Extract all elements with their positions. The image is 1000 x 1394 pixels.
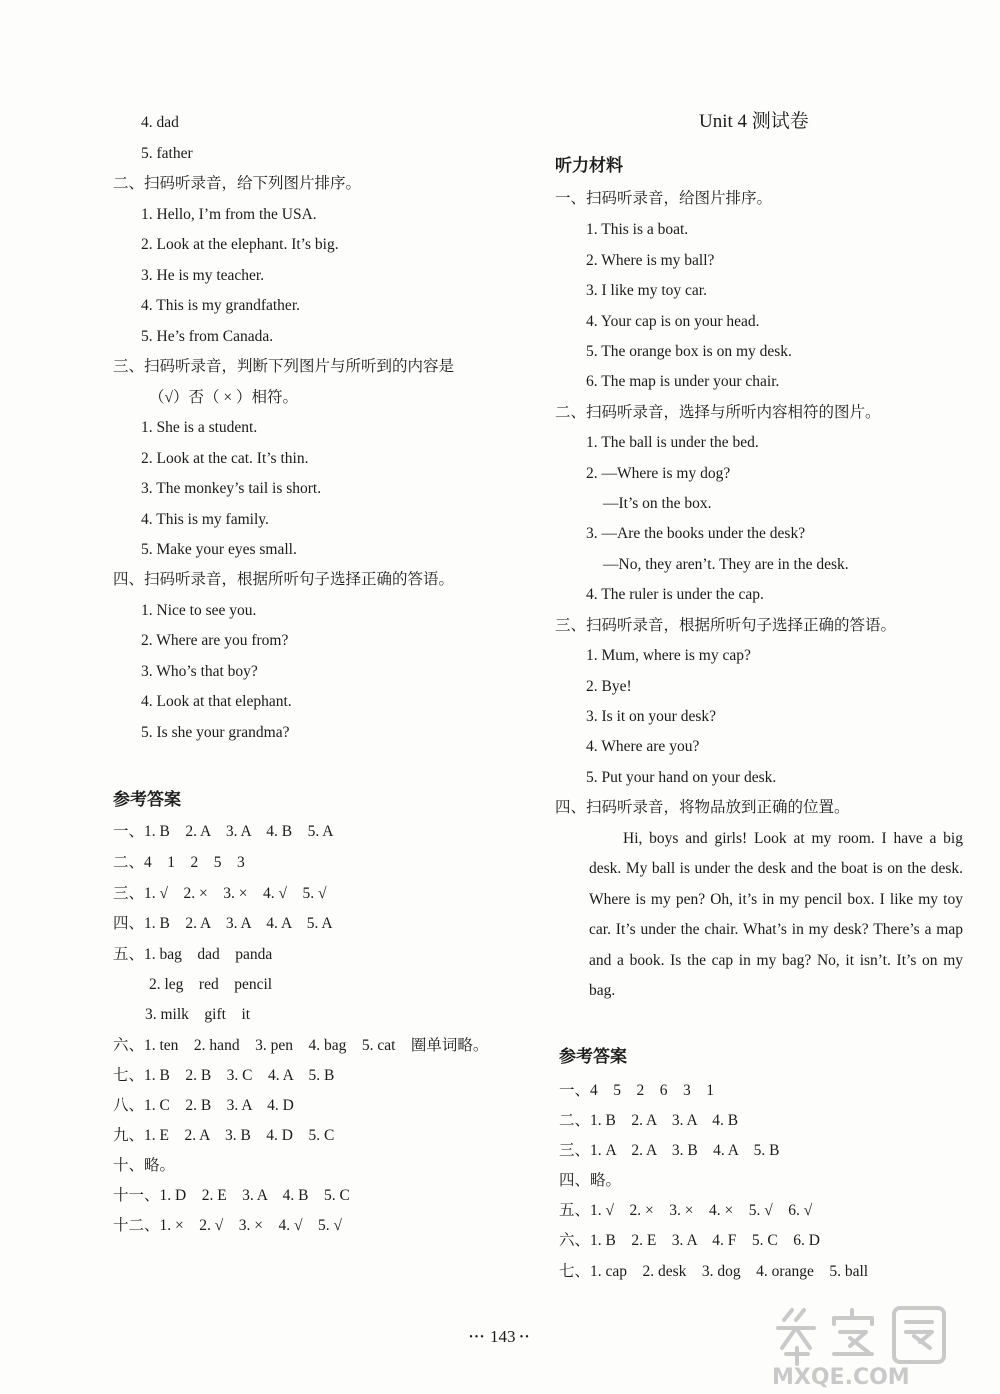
answer-line: 3. milk gift it bbox=[145, 1006, 251, 1023]
section-heading: 二、扫码听录音，给下列图片排序。 bbox=[113, 175, 362, 192]
answer-line: 十一、1. D 2. E 3. A 4. B 5. C bbox=[113, 1187, 350, 1204]
left-text-line: 4. This is my family. bbox=[141, 511, 269, 528]
left-text-line: 3. Who’s that boy? bbox=[141, 663, 258, 680]
section-heading: 四、扫码听录音，根据所听句子选择正确的答语。 bbox=[113, 571, 455, 588]
left-text-line: 5. Is she your grandma? bbox=[141, 724, 290, 741]
right-text-line: 1. The ball is under the bed. bbox=[586, 434, 759, 451]
left-answers-heading: 参考答案 bbox=[113, 790, 181, 810]
left-text-line: 2. Look at the cat. It’s thin. bbox=[141, 450, 309, 467]
left-text-line: 4. This is my grandfather. bbox=[141, 297, 300, 314]
left-text-line: 5. Make your eyes small. bbox=[141, 541, 297, 558]
section-heading: 二、扫码听录音，选择与所听内容相符的图片。 bbox=[555, 404, 881, 421]
listening-paragraph: Hi, boys and girls! Look at my room. I have a big desk. My ball is under the desk and the boat is on the desk. Where is my pen? Oh, it’s in my pencil box. I like my toy car. It’s under the chair. What’s in my desk? There’s a map and a book. Is the cap in my bag? No, it isn’t. It’s on my bag. bbox=[589, 830, 963, 1000]
right-text-line: 1. This is a boat. bbox=[586, 221, 689, 238]
left-text-line: 5. He’s from Canada. bbox=[141, 328, 274, 345]
answer-line: 三、1. A 2. A 3. B 4. A 5. B bbox=[559, 1142, 780, 1159]
right-text-line: 4. The ruler is under the cap. bbox=[586, 586, 764, 603]
left-text-line: 5. father bbox=[141, 145, 193, 162]
svg-text:MXQE.COM: MXQE.COM bbox=[772, 1365, 910, 1390]
left-text-line: 2. Look at the elephant. It’s big. bbox=[141, 236, 339, 253]
left-text-line: 1. She is a student. bbox=[141, 419, 258, 436]
right-text-line: 3. Is it on your desk? bbox=[586, 708, 717, 725]
right-text-line: 2. Bye! bbox=[586, 678, 632, 695]
left-text-line: 4. dad bbox=[141, 114, 179, 131]
left-text-line: 4. Look at that elephant. bbox=[141, 693, 292, 710]
left-text-line: 2. Where are you from? bbox=[141, 632, 289, 649]
section-heading: 三、扫码听录音，判断下列图片与所听到的内容是 bbox=[113, 358, 455, 375]
answer-line: 七、1. cap 2. desk 3. dog 4. orange 5. ball bbox=[559, 1263, 869, 1280]
answer-line: 四、略。 bbox=[559, 1172, 622, 1189]
unit-title: Unit 4 测试卷 bbox=[699, 111, 809, 132]
left-text-line: 3. He is my teacher. bbox=[141, 267, 265, 284]
answer-line: 一、4 5 2 6 3 1 bbox=[559, 1082, 715, 1099]
page-number: 143 bbox=[490, 1327, 516, 1346]
answer-line: 2. leg red pencil bbox=[149, 976, 273, 993]
right-text-line: 4. Your cap is on your head. bbox=[586, 313, 760, 330]
right-text-line: —No, they aren’t. They are in the desk. bbox=[603, 556, 849, 573]
right-text-line: 3. I like my toy car. bbox=[586, 282, 707, 299]
answer-line: 六、1. B 2. E 3. A 4. F 5. C 6. D bbox=[559, 1232, 820, 1249]
answer-line: 一、1. B 2. A 3. A 4. B 5. A bbox=[113, 823, 334, 840]
page-number-dots-right: •• bbox=[519, 1332, 531, 1344]
right-text-line: 2. Where is my ball? bbox=[586, 252, 715, 269]
answer-line: 六、1. ten 2. hand 3. pen 4. bag 5. cat 圈单词略。 bbox=[113, 1037, 489, 1054]
right-text-line: 5. Put your hand on your desk. bbox=[586, 769, 777, 786]
answer-line: 五、1. √ 2. × 3. × 4. × 5. √ 6. √ bbox=[559, 1202, 813, 1219]
right-text-line: 2. —Where is my dog? bbox=[586, 465, 731, 482]
left-text-line: 3. The monkey’s tail is short. bbox=[141, 480, 322, 497]
right-text-line: 3. —Are the books under the desk? bbox=[586, 525, 806, 542]
right-text-line: 6. The map is under your chair. bbox=[586, 373, 780, 390]
listening-heading: 听力材料 bbox=[555, 156, 623, 176]
section-heading: 一、扫码听录音，给图片排序。 bbox=[555, 190, 773, 207]
left-text-line: 1. Nice to see you. bbox=[141, 602, 257, 619]
answer-line: 二、4 1 2 5 3 bbox=[113, 854, 245, 871]
answer-line: 三、1. √ 2. × 3. × 4. √ 5. √ bbox=[113, 885, 327, 902]
answer-line: 二、1. B 2. A 3. A 4. B bbox=[559, 1112, 739, 1129]
left-text-line: 1. Hello, I’m from the USA. bbox=[141, 206, 317, 223]
answer-line: 十、略。 bbox=[113, 1157, 176, 1174]
right-text-line: 5. The orange box is on my desk. bbox=[586, 343, 792, 360]
watermark-logo bbox=[764, 1298, 994, 1390]
right-text-line: 1. Mum, where is my cap? bbox=[586, 647, 751, 664]
section-heading-continued: （√）否（ × ）相符。 bbox=[149, 389, 298, 406]
right-text-line: —It’s on the box. bbox=[603, 495, 712, 512]
section-heading: 三、扫码听录音，根据所听句子选择正确的答语。 bbox=[555, 617, 897, 634]
page-number-dots-left: ••• bbox=[469, 1332, 486, 1344]
answer-line: 四、1. B 2. A 3. A 4. A 5. A bbox=[113, 915, 333, 932]
answer-line: 七、1. B 2. B 3. C 4. A 5. B bbox=[113, 1067, 335, 1084]
answer-line: 五、1. bag dad panda bbox=[113, 946, 273, 963]
right-answers-heading: 参考答案 bbox=[559, 1047, 627, 1067]
section-heading: 四、扫码听录音，将物品放到正确的位置。 bbox=[555, 799, 850, 816]
answer-line: 八、1. C 2. B 3. A 4. D bbox=[113, 1097, 294, 1114]
right-text-line: 4. Where are you? bbox=[586, 738, 700, 755]
answer-line: 九、1. E 2. A 3. B 4. D 5. C bbox=[113, 1127, 335, 1144]
answer-line: 十二、1. × 2. √ 3. × 4. √ 5. √ bbox=[113, 1217, 343, 1234]
